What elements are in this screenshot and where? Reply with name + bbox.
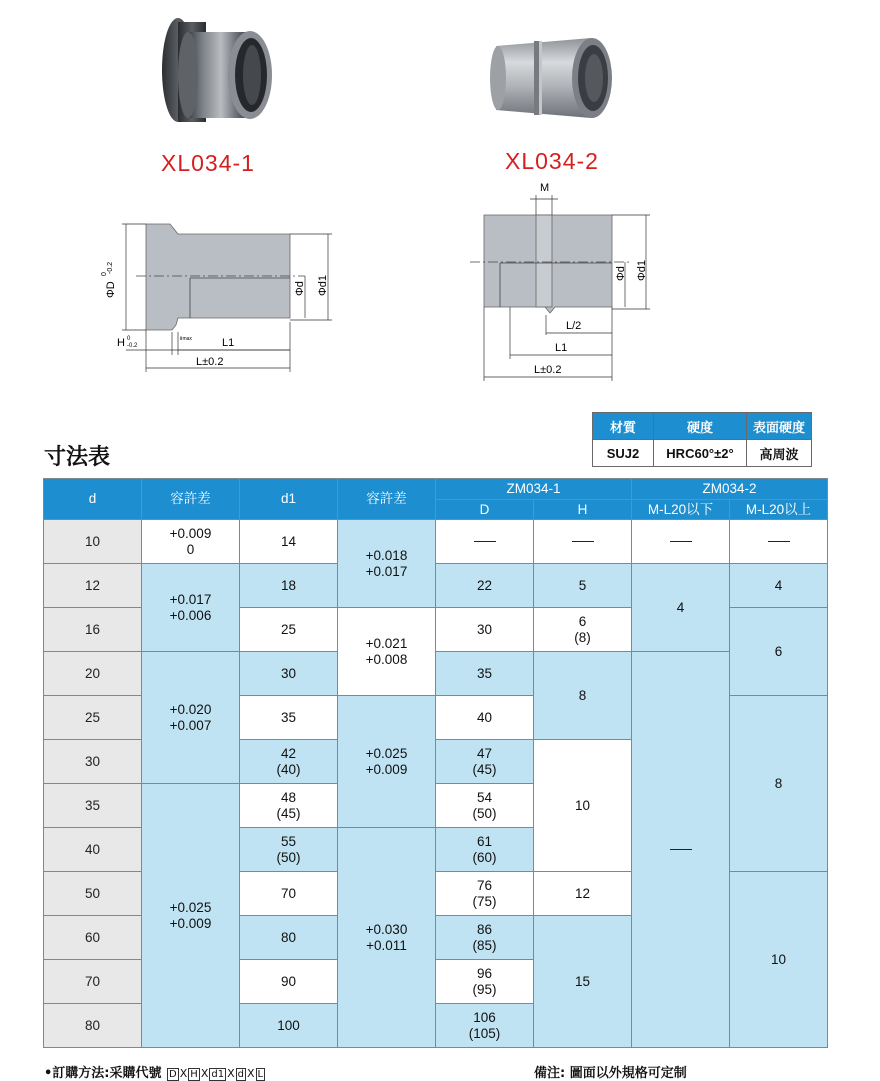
cell-m-l20-above: 8 <box>730 696 828 872</box>
svg-text:L1: L1 <box>555 342 568 354</box>
header-H: H <box>534 500 632 520</box>
svg-text:L±0.2: L±0.2 <box>534 364 562 376</box>
cell-d1: 100 <box>240 1004 338 1048</box>
svg-text:0: 0 <box>127 336 131 342</box>
header-m-l20-below: M-L20以下 <box>632 500 730 520</box>
cell-d: 70 <box>44 960 142 1004</box>
cell-tolerance-1: +0.017 +0.006 <box>142 564 240 652</box>
svg-text:Ⅱmax: Ⅱmax <box>180 336 192 342</box>
cell-D: 61 (60) <box>436 828 534 872</box>
cell-tolerance-1: +0.025 +0.009 <box>142 784 240 1048</box>
cell-D: 40 <box>436 696 534 740</box>
cell-d: 50 <box>44 872 142 916</box>
dimension-drawing-2 <box>470 175 670 385</box>
cell-d: 20 <box>44 652 142 696</box>
note: 備注: 圖面以外規格可定制 <box>534 1066 687 1081</box>
cell-d1: 25 <box>240 608 338 652</box>
cell-tolerance-1: +0.009 0 <box>142 520 240 564</box>
cell-m-l20-above: 4 <box>730 564 828 608</box>
cell-H: 10 <box>534 740 632 872</box>
cell-dash <box>436 520 534 564</box>
cell-d1: 48 (45) <box>240 784 338 828</box>
cell-tolerance-2: +0.018 +0.017 <box>338 520 436 608</box>
cell-d1: 55 (50) <box>240 828 338 872</box>
cell-dash <box>632 652 730 1048</box>
cell-d1: 70 <box>240 872 338 916</box>
cell-d: 12 <box>44 564 142 608</box>
cell-d: 10 <box>44 520 142 564</box>
header-tolerance-2: 容許差 <box>338 479 436 520</box>
surface-hardness-value: 高周波 <box>747 440 812 467</box>
cell-m-l20-below: 4 <box>632 564 730 652</box>
svg-text:Φd: Φd <box>294 281 306 296</box>
header-D: D <box>436 500 534 520</box>
product-title-2: XL034-2 <box>505 148 599 174</box>
svg-text:M: M <box>540 182 550 194</box>
svg-text:Φd1: Φd1 <box>636 259 648 281</box>
cell-D: 86 (85) <box>436 916 534 960</box>
cell-m-l20-above: 10 <box>730 872 828 1048</box>
drawing1-phiD: ΦD <box>105 281 117 298</box>
flanged-bushing-photo <box>148 10 284 130</box>
surface-hardness-header: 表面硬度 <box>747 413 812 440</box>
header-d: d <box>44 479 142 520</box>
cell-d1: 80 <box>240 916 338 960</box>
cell-tolerance-2: +0.021 +0.008 <box>338 608 436 696</box>
cell-H: 15 <box>534 916 632 1048</box>
header-zm034-1: ZM034-1 <box>436 479 632 500</box>
dimension-table <box>43 478 828 1048</box>
cell-H: 5 <box>534 564 632 608</box>
svg-text:-0.2: -0.2 <box>107 261 114 274</box>
cell-d: 25 <box>44 696 142 740</box>
svg-text:-0.2: -0.2 <box>127 343 138 349</box>
cell-dash <box>730 520 828 564</box>
header-m-l20-above: M-L20以上 <box>730 500 828 520</box>
svg-text:L/2: L/2 <box>566 320 582 332</box>
hardness-value: HRC60°±2° <box>654 440 747 467</box>
cell-H: 12 <box>534 872 632 916</box>
cell-d: 30 <box>44 740 142 784</box>
svg-text:L1: L1 <box>222 337 235 349</box>
cell-d1: 42 (40) <box>240 740 338 784</box>
svg-text:Φd: Φd <box>615 266 627 281</box>
cell-D: 106 (105) <box>436 1004 534 1048</box>
svg-text:0: 0 <box>101 272 108 276</box>
section-title: 寸法表 <box>44 445 111 470</box>
cell-H: 6 (8) <box>534 608 632 652</box>
cell-d1: 18 <box>240 564 338 608</box>
cell-d1: 35 <box>240 696 338 740</box>
cell-tolerance-2: +0.030 +0.011 <box>338 828 436 1048</box>
cell-m-l20-above: 6 <box>730 608 828 696</box>
cell-dash <box>632 520 730 564</box>
dimension-drawing-1 <box>100 210 340 380</box>
material-table <box>592 412 812 467</box>
cell-H: 8 <box>534 652 632 740</box>
header-tolerance-1: 容許差 <box>142 479 240 520</box>
svg-text:Φd1: Φd1 <box>317 274 329 296</box>
product-title-1: XL034-1 <box>161 150 255 176</box>
order-method: •訂購方法:采購代號 D X H X d1 X d X L <box>44 1066 264 1081</box>
cell-D: 30 <box>436 608 534 652</box>
header-zm034-2: ZM034-2 <box>632 479 828 500</box>
header-d1: d1 <box>240 479 338 520</box>
cell-d1: 90 <box>240 960 338 1004</box>
cell-D: 47 (45) <box>436 740 534 784</box>
cell-D: 76 (75) <box>436 872 534 916</box>
cell-D: 35 <box>436 652 534 696</box>
cell-D: 22 <box>436 564 534 608</box>
svg-text:L±0.2: L±0.2 <box>196 356 224 368</box>
cell-d1: 14 <box>240 520 338 564</box>
svg-text:H: H <box>117 337 125 349</box>
cell-d: 35 <box>44 784 142 828</box>
hardness-header: 硬度 <box>654 413 747 440</box>
cell-d: 60 <box>44 916 142 960</box>
material-value: SUJ2 <box>593 440 654 467</box>
cell-tolerance-2: +0.025 +0.009 <box>338 696 436 828</box>
cell-tolerance-1: +0.020 +0.007 <box>142 652 240 784</box>
cell-dash <box>534 520 632 564</box>
cell-D: 96 (95) <box>436 960 534 1004</box>
cell-d: 16 <box>44 608 142 652</box>
material-header: 材質 <box>593 413 654 440</box>
cell-d1: 30 <box>240 652 338 696</box>
straight-bushing-photo <box>486 28 621 128</box>
cell-d: 80 <box>44 1004 142 1048</box>
cell-D: 54 (50) <box>436 784 534 828</box>
cell-d: 40 <box>44 828 142 872</box>
